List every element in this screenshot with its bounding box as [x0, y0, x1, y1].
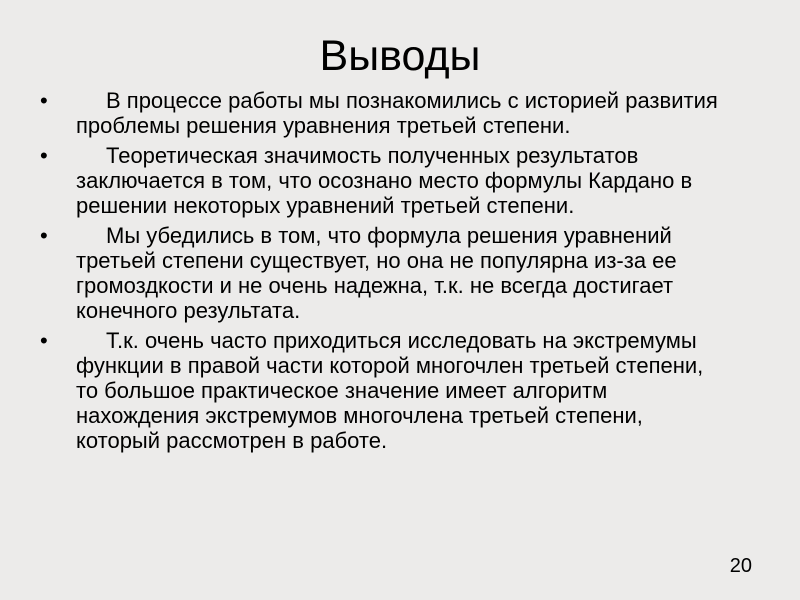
slide-title: Выводы	[319, 32, 481, 80]
bullet-item-4	[40, 328, 730, 453]
bullet-list	[40, 88, 730, 458]
bullet-text-3: Мы убедились в том, что формула решения уравнений третьей степени существует, но она не популярна из-за ее громоздкости и не очень надежна, т.к. не всегда достигает конечного результата.	[76, 223, 677, 323]
bullet-text-1: В процессе работы мы познакомились с историей развития проблемы решения уравнения третьей степени.	[76, 88, 718, 138]
bullet-text-4: Т.к. очень часто приходиться исследовать на экстремумы функции в правой части которой многочлен третьей степени, то большое практическое значение имеет алгоритм нахождения экстремумов многочлена третьей степени, который рассмотрен в работе.	[76, 328, 704, 453]
bullet-icon: •	[40, 143, 48, 168]
bullet-icon: •	[40, 88, 48, 113]
bullet-item-2	[40, 143, 730, 218]
bullet-item-3	[40, 223, 730, 323]
bullet-icon: •	[40, 223, 48, 248]
bullet-item-1	[40, 88, 730, 138]
bullet-icon: •	[40, 328, 48, 353]
page-number: 20	[729, 555, 752, 577]
bullet-text-2: Теоретическая значимость полученных результатов заключается в том, что осознано место формулы Кардано в решении некоторых уравнений третьей степени.	[76, 143, 693, 218]
